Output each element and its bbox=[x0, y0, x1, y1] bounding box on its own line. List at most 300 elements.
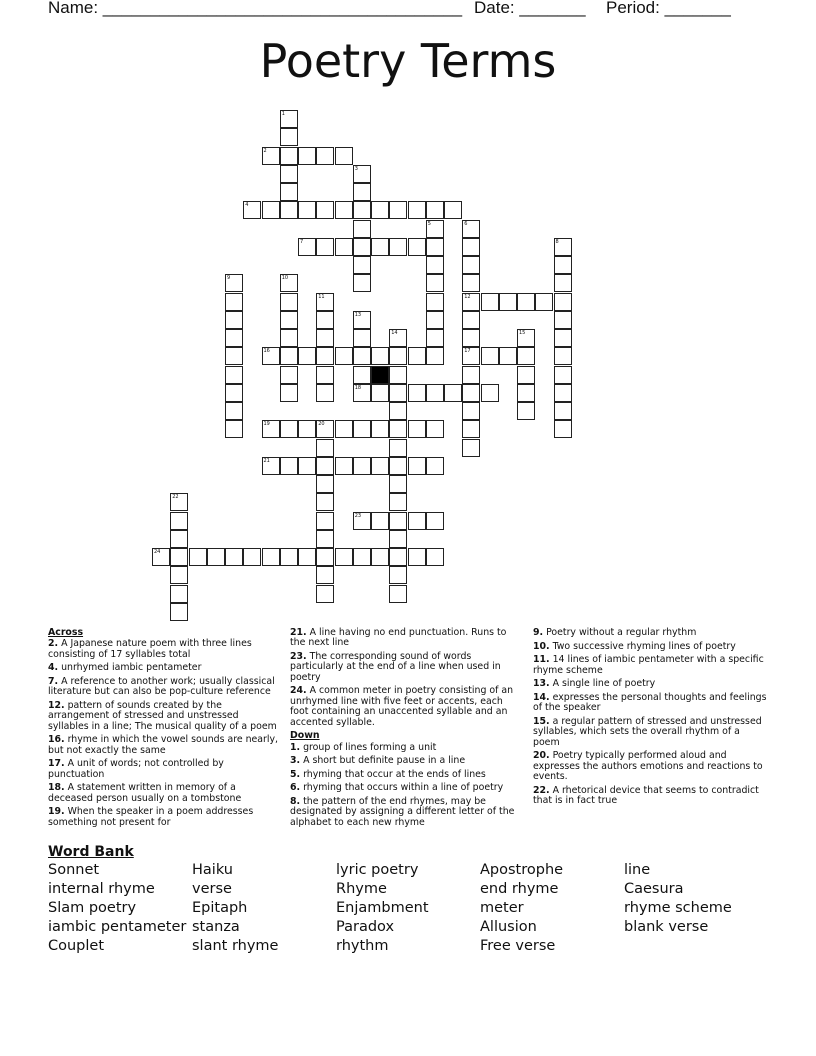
grid-cell[interactable] bbox=[462, 274, 480, 292]
grid-cell[interactable] bbox=[408, 238, 426, 256]
grid-cell[interactable] bbox=[335, 548, 353, 566]
clue-number-label: 17. bbox=[48, 758, 65, 770]
grid-cell[interactable] bbox=[316, 585, 334, 603]
clue-down-14 bbox=[533, 693, 769, 714]
clue-across-24 bbox=[290, 686, 522, 728]
word-bank-item: meter bbox=[480, 900, 524, 916]
word-bank-item: lyric poetry bbox=[336, 862, 419, 878]
clue-number-label: 6. bbox=[290, 782, 301, 794]
word-bank-item: blank verse bbox=[624, 919, 709, 935]
grid-cell[interactable] bbox=[353, 238, 371, 256]
grid-cell[interactable] bbox=[353, 201, 371, 219]
grid-cell[interactable] bbox=[517, 366, 535, 384]
grid-cell[interactable] bbox=[389, 566, 407, 584]
grid-cell[interactable] bbox=[170, 493, 188, 511]
grid-cell[interactable] bbox=[426, 384, 444, 402]
clue-number-label: 14. bbox=[533, 691, 550, 703]
grid-cell[interactable] bbox=[225, 311, 243, 329]
grid-cell[interactable] bbox=[189, 548, 207, 566]
grid-cell[interactable] bbox=[170, 530, 188, 548]
clue-number: 5 bbox=[427, 220, 431, 227]
clue-number-label: 9. bbox=[533, 627, 544, 638]
grid-cell[interactable] bbox=[262, 147, 280, 165]
grid-cell[interactable] bbox=[262, 457, 280, 475]
clue-across-16 bbox=[48, 735, 280, 756]
across-heading: Across bbox=[48, 627, 84, 638]
grid-cell[interactable] bbox=[316, 512, 334, 530]
clue-number-label: 5. bbox=[290, 768, 301, 780]
clue-across-23 bbox=[290, 652, 522, 683]
grid-cell[interactable] bbox=[371, 201, 389, 219]
grid-cell[interactable] bbox=[462, 311, 480, 329]
word-bank-item: Slam poetry bbox=[48, 900, 137, 916]
grid-cell[interactable] bbox=[554, 238, 572, 256]
word-bank-item: Apostrophe bbox=[480, 862, 564, 878]
clue-number: 6 bbox=[464, 220, 468, 227]
grid-cell[interactable] bbox=[353, 420, 371, 438]
grid-cell[interactable] bbox=[481, 384, 499, 402]
grid-cell[interactable] bbox=[170, 512, 188, 530]
clue-text: rhyming that occurs within a line of poetry bbox=[300, 782, 504, 794]
grid-cell[interactable] bbox=[280, 347, 298, 365]
grid-cell[interactable] bbox=[280, 201, 298, 219]
word-bank-item: Paradox bbox=[336, 919, 395, 935]
clue-number: 13 bbox=[354, 311, 362, 318]
grid-cell[interactable] bbox=[316, 293, 334, 311]
grid-cell[interactable] bbox=[298, 147, 316, 165]
grid-cell[interactable] bbox=[353, 384, 371, 402]
grid-cell[interactable] bbox=[298, 548, 316, 566]
grid-cell[interactable] bbox=[280, 293, 298, 311]
clue-text: A Japanese nature poem with three lines consisting of 17 syllables total bbox=[48, 638, 252, 660]
word-bank-item: end rhyme bbox=[480, 881, 559, 897]
grid-cell[interactable] bbox=[554, 366, 572, 384]
word-bank-item: slant rhyme bbox=[192, 938, 279, 954]
clue-number-label: 3. bbox=[290, 755, 301, 767]
grid-cell[interactable] bbox=[481, 347, 499, 365]
grid-cell[interactable] bbox=[462, 384, 480, 402]
word-bank-item: Sonnet bbox=[48, 862, 100, 878]
clue-number-label: 12. bbox=[48, 700, 65, 711]
clue-number: 17 bbox=[464, 348, 471, 355]
grid-cell[interactable] bbox=[554, 402, 572, 420]
grid-cell[interactable] bbox=[408, 347, 426, 365]
clue-number: 21 bbox=[263, 457, 270, 464]
grid-cell[interactable] bbox=[389, 347, 407, 365]
word-bank-item: verse bbox=[192, 881, 232, 897]
clue-number: 14 bbox=[391, 330, 398, 336]
clue-text: A rhetorical device that seems to contradict that is in fact true bbox=[533, 784, 759, 806]
clue-number-label: 16. bbox=[48, 734, 65, 746]
grid-cell[interactable] bbox=[426, 201, 444, 219]
clues-column-3 bbox=[533, 628, 769, 810]
grid-cell[interactable] bbox=[280, 183, 298, 201]
grid-cell[interactable] bbox=[408, 457, 426, 475]
grid-cell[interactable] bbox=[426, 347, 444, 365]
grid-cell[interactable] bbox=[371, 512, 389, 530]
grid-cell[interactable] bbox=[225, 347, 243, 365]
word-bank-item: Caesura bbox=[624, 881, 684, 897]
grid-cell[interactable] bbox=[280, 147, 298, 165]
grid-cell[interactable] bbox=[517, 384, 535, 402]
word-bank-item: rhythm bbox=[336, 938, 389, 954]
grid-cell[interactable] bbox=[316, 439, 334, 457]
page-title: Poetry Terms bbox=[259, 34, 557, 88]
clue-number: 24 bbox=[154, 549, 161, 555]
grid-cell[interactable] bbox=[353, 347, 371, 365]
clues-column-2 bbox=[290, 628, 522, 831]
clue-number: 11 bbox=[318, 293, 325, 300]
grid-cell[interactable] bbox=[462, 220, 480, 238]
grid-cell[interactable] bbox=[389, 530, 407, 548]
clue-across-2 bbox=[48, 639, 280, 660]
grid-cell[interactable] bbox=[426, 420, 444, 438]
clue-number: 7 bbox=[300, 238, 304, 245]
grid-cell[interactable] bbox=[389, 493, 407, 511]
grid-cell[interactable] bbox=[371, 457, 389, 475]
grid-cell[interactable] bbox=[426, 311, 444, 329]
clue-number-label: 10. bbox=[533, 640, 550, 652]
clue-down-13 bbox=[533, 679, 769, 689]
clue-across-21 bbox=[290, 628, 522, 649]
clue-number-label: 18. bbox=[48, 782, 65, 794]
grid-cell[interactable] bbox=[517, 329, 535, 347]
clue-number: 8 bbox=[555, 238, 559, 245]
grid-cell[interactable] bbox=[170, 548, 188, 566]
grid-cell[interactable] bbox=[462, 347, 480, 365]
clue-number: 23 bbox=[354, 512, 362, 519]
grid-cell[interactable] bbox=[462, 293, 480, 311]
grid-cell[interactable] bbox=[426, 512, 444, 530]
grid-cell[interactable] bbox=[335, 420, 353, 438]
grid-cell[interactable] bbox=[444, 201, 462, 219]
clue-number: 2 bbox=[263, 147, 267, 154]
grid-cell[interactable] bbox=[462, 256, 480, 274]
clue-number: 16 bbox=[263, 348, 270, 355]
grid-cell[interactable] bbox=[426, 238, 444, 256]
clue-number: 22 bbox=[172, 494, 179, 501]
grid-cell[interactable] bbox=[462, 402, 480, 420]
clue-number-label: 23. bbox=[290, 651, 307, 662]
grid-cell[interactable] bbox=[554, 329, 572, 347]
clue-text: The corresponding sound of words particularly at the end of a line when used in poetry bbox=[290, 651, 501, 683]
clue-number-label: 15. bbox=[533, 715, 550, 727]
grid-cell[interactable] bbox=[389, 548, 407, 566]
down-heading: Down bbox=[290, 730, 320, 742]
grid-cell[interactable] bbox=[371, 238, 389, 256]
grid-cell[interactable] bbox=[389, 238, 407, 256]
grid-cell[interactable] bbox=[280, 457, 298, 475]
grid-cell[interactable] bbox=[316, 548, 334, 566]
grid-cell[interactable] bbox=[371, 384, 389, 402]
word-bank-item: Enjambment bbox=[336, 900, 429, 916]
grid-cell[interactable] bbox=[316, 311, 334, 329]
grid-cell[interactable] bbox=[353, 311, 371, 329]
period-field[interactable]: Period: _______ bbox=[606, 0, 731, 17]
clue-text: group of lines forming a unit bbox=[300, 741, 437, 753]
grid-cell[interactable] bbox=[462, 238, 480, 256]
clue-down-6 bbox=[290, 783, 522, 793]
grid-cell[interactable] bbox=[462, 420, 480, 438]
clue-text: unrhymed iambic pentameter bbox=[58, 662, 202, 674]
grid-cell[interactable] bbox=[499, 293, 517, 311]
grid-cell[interactable] bbox=[225, 384, 243, 402]
clue-down-22 bbox=[533, 786, 769, 807]
clue-text: When the speaker in a poem addresses something not present for bbox=[48, 806, 254, 828]
clue-text: a regular pattern of stressed and unstressed syllables, which sets the overall rhythm of a poem bbox=[533, 715, 762, 748]
grid-cell[interactable] bbox=[280, 420, 298, 438]
grid-cell[interactable] bbox=[353, 256, 371, 274]
grid-cell[interactable] bbox=[371, 420, 389, 438]
grid-cell[interactable] bbox=[389, 439, 407, 457]
clue-down-20 bbox=[533, 751, 769, 782]
clue-text: A unit of words; not controlled by punctuation bbox=[48, 758, 224, 780]
grid-cell[interactable] bbox=[316, 238, 334, 256]
clue-number-label: 21. bbox=[290, 627, 307, 638]
grid-cell[interactable] bbox=[517, 347, 535, 365]
word-bank-item: Epitaph bbox=[192, 900, 248, 916]
clue-text: A single line of poetry bbox=[549, 678, 656, 690]
grid-cell[interactable] bbox=[426, 256, 444, 274]
grid-cell[interactable] bbox=[499, 347, 517, 365]
grid-cell[interactable] bbox=[554, 311, 572, 329]
clues-column-1 bbox=[48, 628, 280, 831]
word-bank-item: Allusion bbox=[480, 919, 537, 935]
grid-cell[interactable] bbox=[170, 603, 188, 621]
grid-cell[interactable] bbox=[225, 420, 243, 438]
grid-cell[interactable] bbox=[517, 293, 535, 311]
grid-cell[interactable] bbox=[335, 457, 353, 475]
clue-number: 20 bbox=[318, 421, 325, 428]
grid-cell[interactable] bbox=[426, 548, 444, 566]
grid-cell[interactable] bbox=[408, 512, 426, 530]
word-bank-title: Word Bank bbox=[48, 844, 134, 860]
clue-across-19 bbox=[48, 807, 280, 828]
grid-cell[interactable] bbox=[316, 201, 334, 219]
grid-cell[interactable] bbox=[225, 366, 243, 384]
word-bank-item: stanza bbox=[192, 919, 240, 935]
clue-across-18 bbox=[48, 783, 280, 804]
clue-down-1 bbox=[290, 743, 522, 753]
grid-cell[interactable] bbox=[389, 585, 407, 603]
grid-cell[interactable] bbox=[316, 366, 334, 384]
grid-cell[interactable] bbox=[152, 548, 170, 566]
grid-cell[interactable] bbox=[389, 201, 407, 219]
grid-cell[interactable] bbox=[462, 329, 480, 347]
clue-text: rhyme in which the vowel sounds are nearly, but not exactly the same bbox=[48, 734, 279, 756]
clue-number-label: 7. bbox=[48, 676, 59, 687]
grid-cell[interactable] bbox=[426, 293, 444, 311]
clue-number-label: 20. bbox=[533, 750, 550, 762]
grid-cell[interactable] bbox=[426, 274, 444, 292]
grid-cell[interactable] bbox=[298, 420, 316, 438]
grid-cell[interactable] bbox=[408, 384, 426, 402]
grid-cell[interactable] bbox=[316, 493, 334, 511]
grid-cell[interactable] bbox=[280, 548, 298, 566]
grid-cell[interactable] bbox=[389, 475, 407, 493]
clue-number-label: 22. bbox=[533, 784, 550, 796]
clue-number: 1 bbox=[281, 111, 285, 117]
clue-text: A line having no end punctuation. Runs to the next line bbox=[290, 627, 507, 649]
word-bank-item: Haiku bbox=[192, 862, 233, 878]
clue-across-12 bbox=[48, 701, 280, 732]
grid-cell[interactable] bbox=[280, 366, 298, 384]
grid-cell[interactable] bbox=[462, 366, 480, 384]
clue-text: A common meter in poetry consisting of an unrhymed line with five feet or accents, each foot containing an unaccented syllable and an accented syllable. bbox=[290, 685, 514, 728]
grid-cell[interactable] bbox=[389, 420, 407, 438]
grid-cell[interactable] bbox=[554, 274, 572, 292]
clue-across-4 bbox=[48, 663, 280, 673]
word-bank-item: line bbox=[624, 862, 651, 878]
grid-cell[interactable] bbox=[389, 512, 407, 530]
grid-cell[interactable] bbox=[225, 293, 243, 311]
grid-cell[interactable] bbox=[298, 201, 316, 219]
clue-number-label: 24. bbox=[290, 685, 307, 697]
grid-cell[interactable] bbox=[316, 475, 334, 493]
grid-cell[interactable] bbox=[481, 293, 499, 311]
clue-down-8 bbox=[290, 797, 522, 828]
grid-cell[interactable] bbox=[316, 384, 334, 402]
grid-cell[interactable] bbox=[554, 384, 572, 402]
clue-number: 9 bbox=[227, 275, 231, 282]
grid-cell[interactable] bbox=[316, 347, 334, 365]
grid-cell[interactable] bbox=[335, 238, 353, 256]
grid-cell[interactable] bbox=[408, 201, 426, 219]
clue-down-15 bbox=[533, 717, 769, 748]
word-bank-item: Couplet bbox=[48, 938, 105, 954]
clue-text: expresses the personal thoughts and feelings of the speaker bbox=[533, 691, 767, 714]
grid-cell[interactable] bbox=[426, 329, 444, 347]
grid-cell[interactable] bbox=[207, 548, 225, 566]
grid-cell[interactable] bbox=[408, 420, 426, 438]
grid-cell[interactable] bbox=[280, 384, 298, 402]
grid-cell[interactable] bbox=[389, 384, 407, 402]
grid-cell[interactable] bbox=[371, 548, 389, 566]
grid-cell[interactable] bbox=[243, 201, 261, 219]
grid-cell[interactable] bbox=[316, 147, 334, 165]
grid-cell[interactable] bbox=[353, 220, 371, 238]
grid-cell[interactable] bbox=[353, 329, 371, 347]
grid-cell[interactable] bbox=[280, 110, 298, 128]
grid-cell[interactable] bbox=[554, 347, 572, 365]
clue-number-label: 8. bbox=[290, 796, 301, 807]
grid-cell[interactable] bbox=[554, 293, 572, 311]
grid-cell[interactable] bbox=[426, 457, 444, 475]
clue-text: Poetry without a regular rhythm bbox=[543, 627, 697, 638]
grid-cell[interactable] bbox=[389, 329, 407, 347]
grid-cell[interactable] bbox=[298, 238, 316, 256]
grid-cell[interactable] bbox=[444, 384, 462, 402]
grid-cell[interactable] bbox=[243, 548, 261, 566]
word-bank-item: rhyme scheme bbox=[624, 900, 732, 916]
grid-cell[interactable] bbox=[262, 201, 280, 219]
grid-cell[interactable] bbox=[353, 366, 371, 384]
grid-cell[interactable] bbox=[280, 329, 298, 347]
grid-cell[interactable] bbox=[316, 420, 334, 438]
clue-text: rhyming that occur at the ends of lines bbox=[300, 768, 486, 780]
grid-cell[interactable] bbox=[316, 566, 334, 584]
grid-cell[interactable] bbox=[389, 457, 407, 475]
grid-cell[interactable] bbox=[353, 274, 371, 292]
grid-cell[interactable] bbox=[280, 128, 298, 146]
clue-text: pattern of sounds created by the arrangement of stressed and unstressed syllables in a line; The musical quality of a poem bbox=[48, 700, 277, 732]
grid-cell[interactable] bbox=[371, 347, 389, 365]
clue-across-17 bbox=[48, 759, 280, 780]
grid-cell[interactable] bbox=[353, 548, 371, 566]
clue-number-label: 11. bbox=[533, 654, 550, 666]
clue-number-label: 19. bbox=[48, 806, 65, 818]
clue-across-7 bbox=[48, 677, 280, 698]
grid-cell[interactable] bbox=[170, 566, 188, 584]
grid-cell[interactable] bbox=[353, 165, 371, 183]
grid-cell[interactable] bbox=[170, 585, 188, 603]
grid-cell[interactable] bbox=[225, 548, 243, 566]
grid-cell[interactable] bbox=[225, 274, 243, 292]
grid-cell[interactable] bbox=[298, 457, 316, 475]
grid-cell[interactable] bbox=[280, 311, 298, 329]
grid-cell[interactable] bbox=[353, 183, 371, 201]
clue-number-label: 2. bbox=[48, 638, 59, 650]
clue-text: A statement written in memory of a deceased person usually on a tombstone bbox=[48, 782, 242, 804]
clue-number: 12 bbox=[464, 293, 471, 300]
clue-number: 19 bbox=[263, 421, 270, 428]
clue-down-5 bbox=[290, 770, 522, 780]
grid-cell[interactable] bbox=[426, 220, 444, 238]
grid-cell[interactable] bbox=[335, 147, 353, 165]
date-field[interactable]: Date: _______ bbox=[474, 0, 586, 17]
grid-cell[interactable] bbox=[462, 439, 480, 457]
grid-cell[interactable] bbox=[389, 366, 407, 384]
grid-cell[interactable] bbox=[316, 530, 334, 548]
clue-number: 10 bbox=[281, 275, 289, 282]
grid-cell[interactable] bbox=[335, 347, 353, 365]
grid-cell[interactable] bbox=[262, 548, 280, 566]
clue-number-label: 13. bbox=[533, 678, 550, 690]
clue-down-10 bbox=[533, 642, 769, 652]
clue-number: 18 bbox=[354, 384, 362, 391]
grid-cell[interactable] bbox=[298, 347, 316, 365]
grid-cell[interactable] bbox=[335, 201, 353, 219]
word-bank-item: Rhyme bbox=[336, 881, 387, 897]
grid-cell[interactable] bbox=[408, 548, 426, 566]
grid-cell[interactable] bbox=[517, 402, 535, 420]
grid-cell[interactable] bbox=[535, 293, 553, 311]
clue-down-3 bbox=[290, 756, 522, 766]
grid-cell[interactable] bbox=[280, 165, 298, 183]
word-bank-item: internal rhyme bbox=[48, 881, 155, 897]
clue-number-label: 4. bbox=[48, 662, 59, 674]
grid-cell[interactable] bbox=[554, 256, 572, 274]
grid-cell[interactable] bbox=[316, 329, 334, 347]
grid-cell[interactable] bbox=[225, 402, 243, 420]
clue-text: A reference to another work; usually classical literature but can also be pop-culture reference bbox=[48, 676, 275, 698]
clue-text: Poetry typically performed aloud and expresses the authors emotions and reactions to events. bbox=[533, 750, 763, 782]
name-field[interactable]: Name: ______________________________________ bbox=[48, 0, 463, 17]
grid-cell[interactable] bbox=[262, 347, 280, 365]
grid-cell[interactable] bbox=[554, 420, 572, 438]
clue-text: Two successive rhyming lines of poetry bbox=[549, 640, 736, 652]
grid-cell[interactable] bbox=[353, 512, 371, 530]
grid-cell[interactable] bbox=[262, 420, 280, 438]
word-bank-item: iambic pentameter bbox=[48, 919, 187, 935]
clue-number: 15 bbox=[519, 330, 526, 336]
grid-cell[interactable] bbox=[225, 329, 243, 347]
grid-cell[interactable] bbox=[316, 457, 334, 475]
grid-cell[interactable] bbox=[353, 457, 371, 475]
grid-cell[interactable] bbox=[389, 402, 407, 420]
clue-number: 3 bbox=[354, 165, 358, 172]
grid-cell[interactable] bbox=[280, 274, 298, 292]
